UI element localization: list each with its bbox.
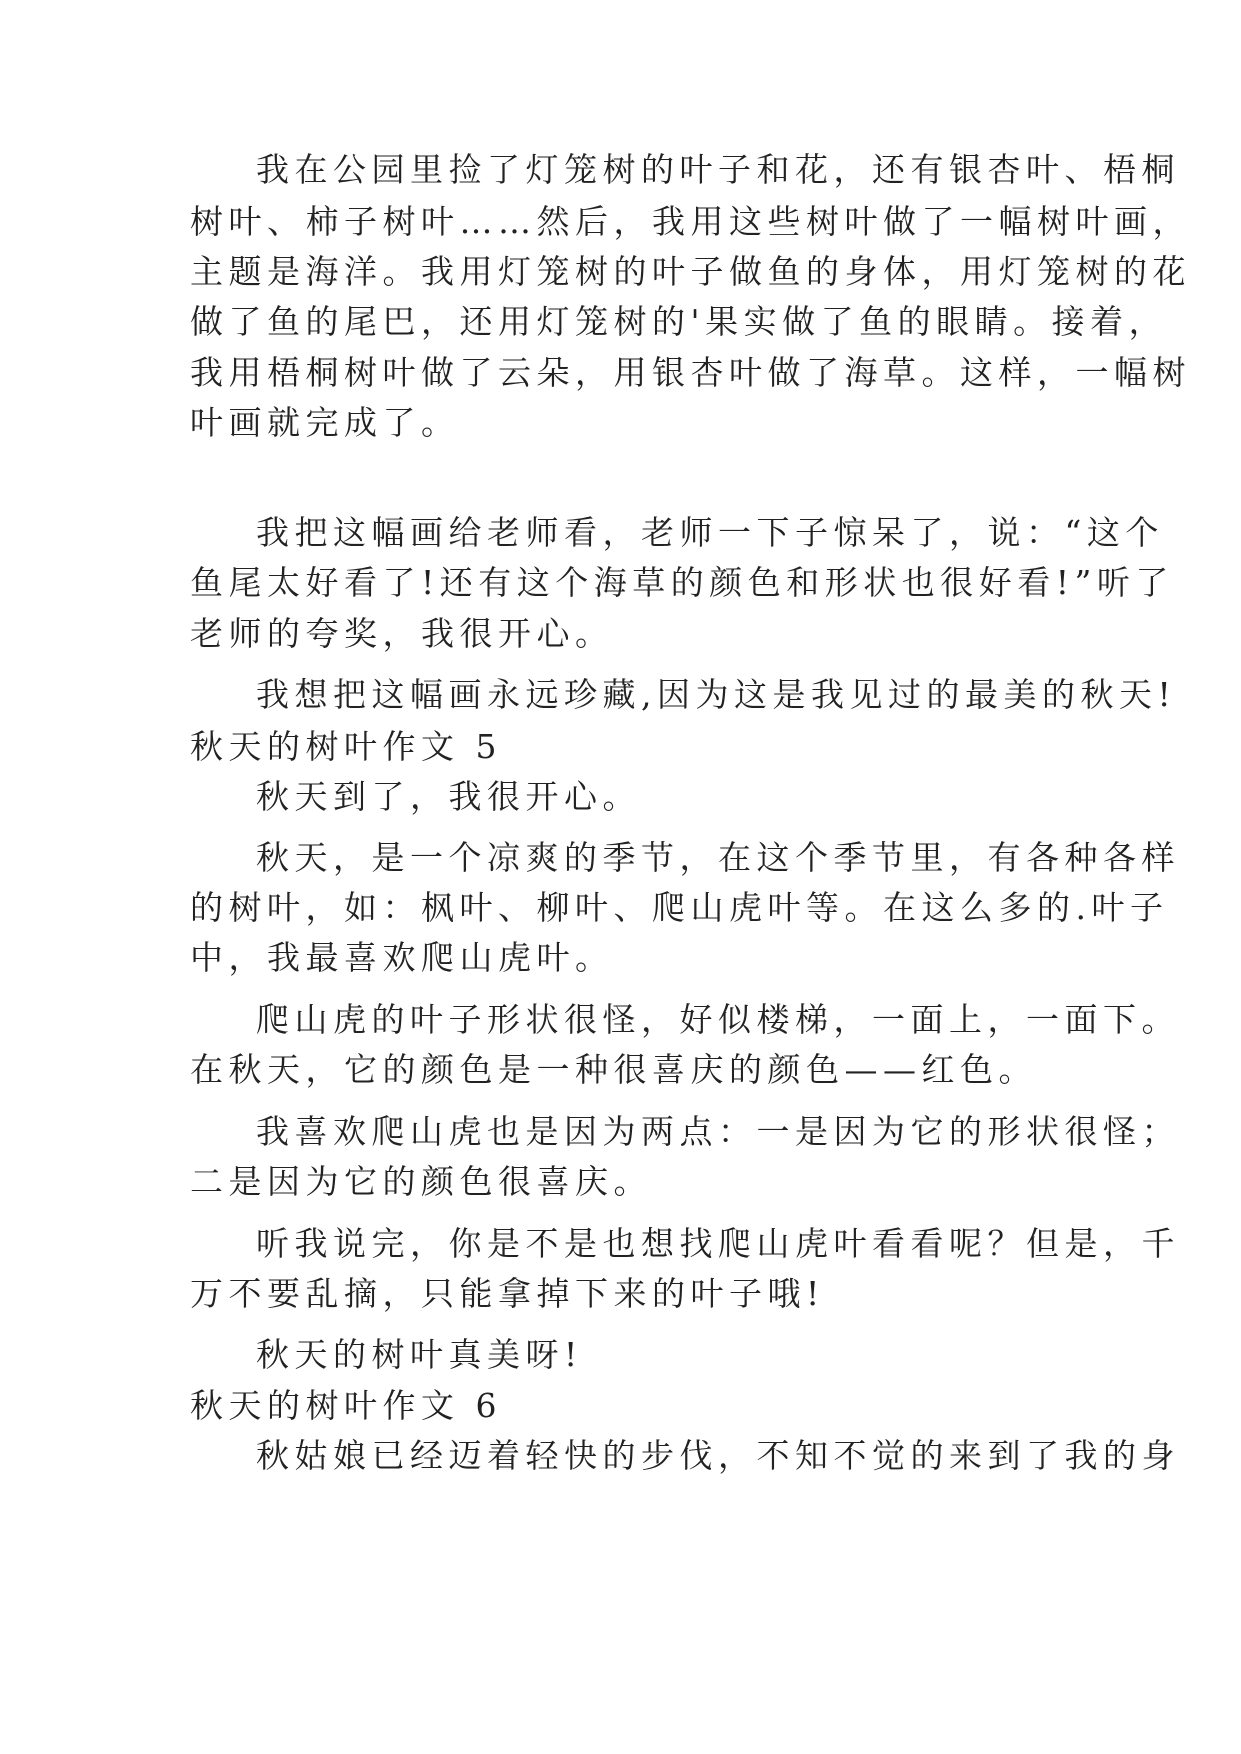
section-heading: 秋天的树叶作文 5 <box>190 727 502 766</box>
text-line: 万不要乱摘，只能拿掉下来的叶子哦! <box>190 1274 825 1313</box>
text-line: 做了鱼的尾巴，还用灯笼树的'果实做了鱼的眼睛。接着， <box>190 302 1168 341</box>
text-line: 鱼尾太好看了!还有这个海草的颜色和形状也很好看!”听了 <box>190 563 1174 602</box>
text-line: 中，我最喜欢爬山虎叶。 <box>190 938 614 977</box>
text-line: 听我说完，你是不是也想找爬山虎叶看看呢？但是，千 <box>256 1224 1180 1263</box>
text-line: 我在公园里捡了灯笼树的叶子和花，还有银杏叶、梧桐 <box>256 150 1180 189</box>
text-line: 我把这幅画给老师看，老师一下子惊呆了，说：“这个 <box>256 513 1164 552</box>
text-line: 我喜欢爬山虎也是因为两点：一是因为它的形状很怪； <box>256 1112 1180 1151</box>
text-line: 树叶、柿子树叶……然后，我用这些树叶做了一幅树叶画， <box>190 202 1191 241</box>
text-line: 叶画就完成了。 <box>190 403 460 442</box>
text-line: 我想把这幅画永远珍藏,因为这是我见过的最美的秋天! <box>256 675 1177 714</box>
text-line: 在秋天，它的颜色是一种很喜庆的颜色——红色。 <box>190 1050 1037 1089</box>
text-line: 秋天到了，我很开心。 <box>256 777 641 816</box>
text-line: 二是因为它的颜色很喜庆。 <box>190 1162 652 1201</box>
text-line: 秋姑娘已经迈着轻快的步伐，不知不觉的来到了我的身 <box>256 1436 1180 1475</box>
text-line: 的树叶，如：枫叶、柳叶、爬山虎叶等。在这么多的.叶子 <box>190 888 1169 927</box>
text-line: 主题是海洋。我用灯笼树的叶子做鱼的身体，用灯笼树的花 <box>190 252 1191 291</box>
text-line: 秋天的树叶真美呀! <box>256 1335 583 1374</box>
section-heading: 秋天的树叶作文 6 <box>190 1386 502 1425</box>
text-line: 爬山虎的叶子形状很怪，好似楼梯，一面上，一面下。 <box>256 1000 1180 1039</box>
text-line: 我用梧桐树叶做了云朵，用银杏叶做了海草。这样，一幅树 <box>190 353 1191 392</box>
text-line: 老师的夸奖，我很开心。 <box>190 614 614 653</box>
text-line: 秋天，是一个凉爽的季节，在这个季节里，有各种各样 <box>256 838 1180 877</box>
